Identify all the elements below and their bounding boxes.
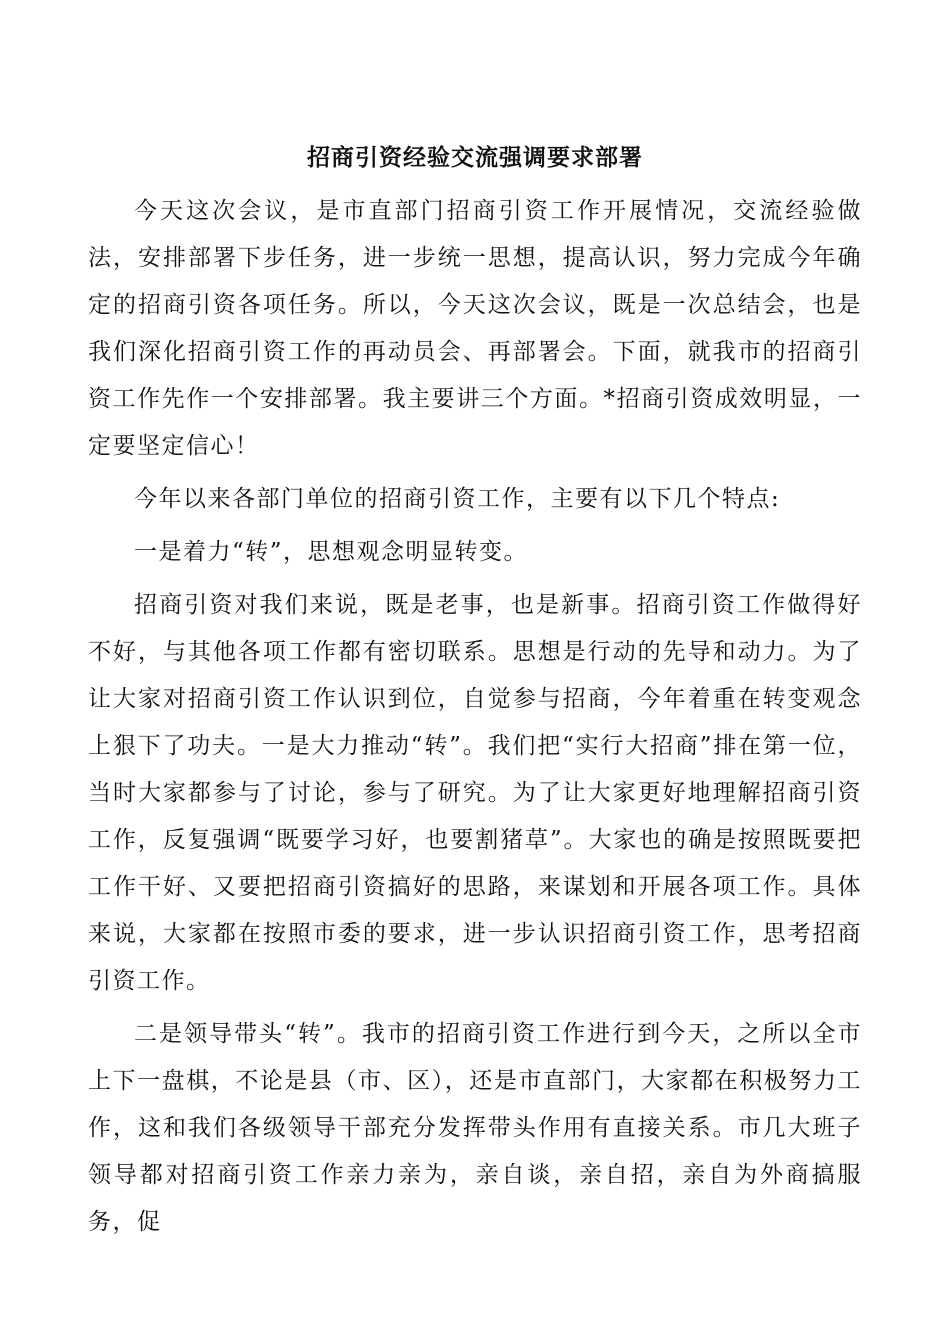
paragraph: 二是领导带头“转”。我市的招商引资工作进行到今天，之所以全市上下一盘棋，不论是县（市、区），还是市直部门，大家都在积极努力工作，这和我们各级领导干部充分发挥带头作用有直接关系。市几大班子领导都对招商引资工作亲力亲为，亲自谈，亲自招，亲自为外商搞服务，促 [88,1021,862,1235]
paragraph: 一是着力“转”，思想观念明显转变。 [134,539,529,565]
paragraph: 今天这次会议，是市直部门招商引资工作开展情况，交流经验做法，安排部署下步任务，进一步统一思想，提高认识，努力完成今年确定的招商引资各项任务。所以，今天这次会议，既是一次总结会，也是我们深化招商引资工作的再动员会、再部署会。下面，就我市的招商引资工作先作一个安排部署。我主要讲三个方面。*招商引资成效明显，一定要坚定信心！ [88,198,862,459]
paragraph: 今年以来各部门单位的招商引资工作，主要有以下几个特点: [134,486,781,512]
document-title: 招商引资经验交流强调要求部署 [307,144,643,171]
document-body [88,188,862,1252]
paragraph: 招商引资对我们来说，既是老事，也是新事。招商引资工作做得好不好，与其他各项工作都有密切联系。思想是行动的先导和动力。为了让大家对招商引资工作认识到位，自觉参与招商，今年着重在转变观念上狠下了功夫。一是大力推动“转”。我们把“实行大招商”排在第一位，当时大家都参与了讨论，参与了研究。为了让大家更好地理解招商引资工作，反复强调“既要学习好，也要割猪草”。大家也的确是按照既要把工作干好、又要把招商引资搞好的思路，来谋划和开展各项工作。具体来说，大家都在按照市委的要求，进一步认识招商引资工作，思考招商引资工作。 [88,592,862,994]
